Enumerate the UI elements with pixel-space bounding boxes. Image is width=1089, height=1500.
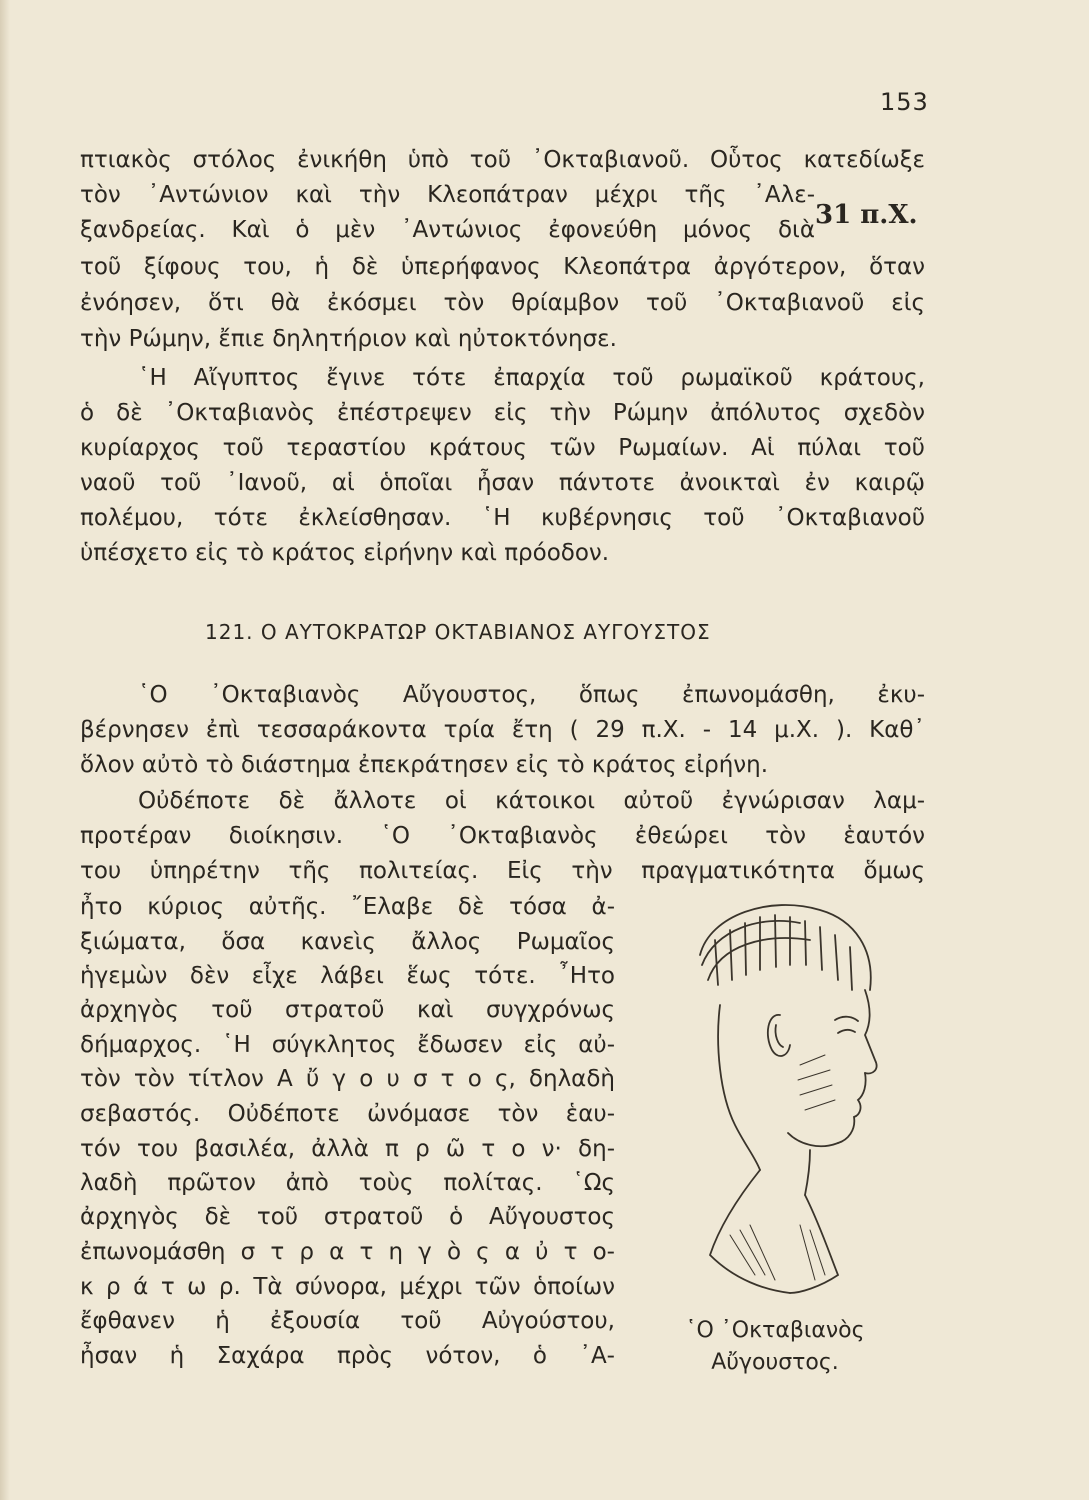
figure-caption-line-1: ῾Ο ᾿Οκταβιανὸς [685, 1318, 865, 1343]
text-line: ὑπέσχετο εἰς τὸ κράτος εἰρήνην καὶ πρόοδον. [80, 540, 610, 566]
text-line: τόν του βασιλέα, ἀλλὰ π ρ ῶ τ ο ν· δη- [80, 1136, 615, 1162]
text-line: ἦτο κύριος αὐτῆς. ῎Ελαβε δὲ τόσα ἀ- [80, 894, 615, 920]
text-line: ἔφθανεν ἡ ἐξουσία τοῦ Αὐγούστου, [80, 1308, 615, 1334]
margin-date-note: 31 π.Χ. [815, 200, 918, 230]
text-line: πολέμου, τότε ἐκλείσθησαν. ῾Η κυβέρνησις τοῦ ᾿Οκταβιανοῦ [80, 505, 925, 531]
text-line: ξιώματα, ὅσα κανεὶς ἄλλος Ρωμαῖος [80, 929, 615, 955]
text-line: Οὐδέποτε δὲ ἄλλοτε οἱ κάτοικοι αὐτοῦ ἐγνώρισαν λαμ- [138, 788, 925, 814]
text-line: του ὑπηρέτην τῆς πολιτείας. Εἰς τὴν πραγματικότητα ὅμως [80, 858, 925, 884]
text-line: τοῦ ξίφους του, ἡ δὲ ὑπερήφανος Κλεοπάτρα ἀργότερον, ὅταν [80, 254, 925, 280]
page-binding-edge [0, 0, 10, 1500]
text-line: κ ρ ά τ ω ρ. Τὰ σύνορα, μέχρι τῶν ὁποίων [80, 1274, 615, 1300]
text-line: ἀρχηγὸς δὲ τοῦ στρατοῦ ὁ Αὔγουστος [80, 1204, 615, 1230]
text-line: κυρίαρχος τοῦ τεραστίου κράτους τῶν Ρωμαίων. Αἱ πύλαι τοῦ [80, 435, 925, 461]
text-line: ἐνόησεν, ὅτι θὰ ἐκόσμει τὸν θρίαμβον τοῦ ᾿Οκταβιανοῦ εἰς [80, 290, 925, 316]
text-line: δήμαρχος. ῾Η σύγκλητος ἔδωσεν εἰς αὐ- [80, 1032, 615, 1058]
text-line: τὴν Ρώμην, ἔπιε δηλητήριον καὶ ηὐτοκτόνησε. [80, 326, 617, 352]
text-line: ξανδρείας. Καὶ ὁ μὲν ᾿Αντώνιος ἐφονεύθη μόνος διὰ [80, 217, 815, 243]
text-line: ναοῦ τοῦ ᾿Ιανοῦ, αἱ ὁποῖαι ἦσαν πάντοτε ἀνοικταὶ ἐν καιρῷ [80, 470, 925, 496]
text-line: ἦσαν ἡ Σαχάρα πρὸς νότον, ὁ ᾿Α- [80, 1343, 615, 1369]
text-line: ὅλον αὐτὸ τὸ διάστημα ἐπεκράτησεν εἰς τὸ κράτος εἰρήνη. [80, 752, 769, 778]
text-line: ῾Ο ᾿Οκταβιανὸς Αὔγουστος, ὅπως ἐπωνομάσθη, ἐκυ- [138, 682, 925, 708]
text-line: ἀρχηγὸς τοῦ στρατοῦ καὶ συγχρόνως [80, 997, 615, 1023]
text-line: σεβαστός. Οὐδέποτε ὠνόμασε τὸν ἑαυ- [80, 1101, 615, 1127]
text-line: τὸν ᾿Αντώνιον καὶ τὴν Κλεοπάτραν μέχρι τῆς ᾿Αλε- [80, 182, 815, 208]
text-line: ἡγεμὼν δὲν εἶχε λάβει ἕως τότε. ῏Ητο [80, 963, 615, 989]
text-line: ἐπωνομάσθη σ τ ρ α τ η γ ὸ ς α ὐ τ ο- [80, 1239, 615, 1265]
text-line: τὸν τὸν τίτλον Α ὔ γ ο υ σ τ ο ς, δηλαδὴ [80, 1066, 615, 1092]
text-line: ῾Η Αἴγυπτος ἔγινε τότε ἐπαρχία τοῦ ρωμαϊκοῦ κράτους, [138, 365, 925, 391]
text-line: πτιακὸς στόλος ἐνικήθη ὑπὸ τοῦ ᾿Οκταβιανοῦ. Οὗτος κατεδίωξε [80, 147, 925, 173]
section-heading: 121. Ο ΑΥΤΟΚΡΑΤΩΡ ΟΚΤΑΒΙΑΝΟΣ ΑΥΓΟΥΣΤΟΣ [205, 620, 711, 644]
figure-caption-line-2: Αὔγουστος. [711, 1350, 839, 1375]
text-line: προτέραν διοίκησιν. ῾Ο ᾿Οκταβιανὸς ἐθεώρει τὸν ἑαυτόν [80, 823, 925, 849]
page-number: 153 [880, 88, 929, 116]
text-line: ὁ δὲ ᾿Οκταβιανὸς ἐπέστρεψεν εἰς τὴν Ρώμην ἀπόλυτος σχεδὸν [80, 400, 925, 426]
text-line: λαδὴ πρῶτον ἀπὸ τοὺς πολίτας. ῾Ως [80, 1170, 615, 1196]
text-line: βέρνησεν ἐπὶ τεσσαράκοντα τρία ἔτη ( 29 π.Χ. - 14 μ.Χ. ). Καθ᾿ [80, 717, 925, 743]
augustus-portrait-illustration [660, 895, 900, 1315]
